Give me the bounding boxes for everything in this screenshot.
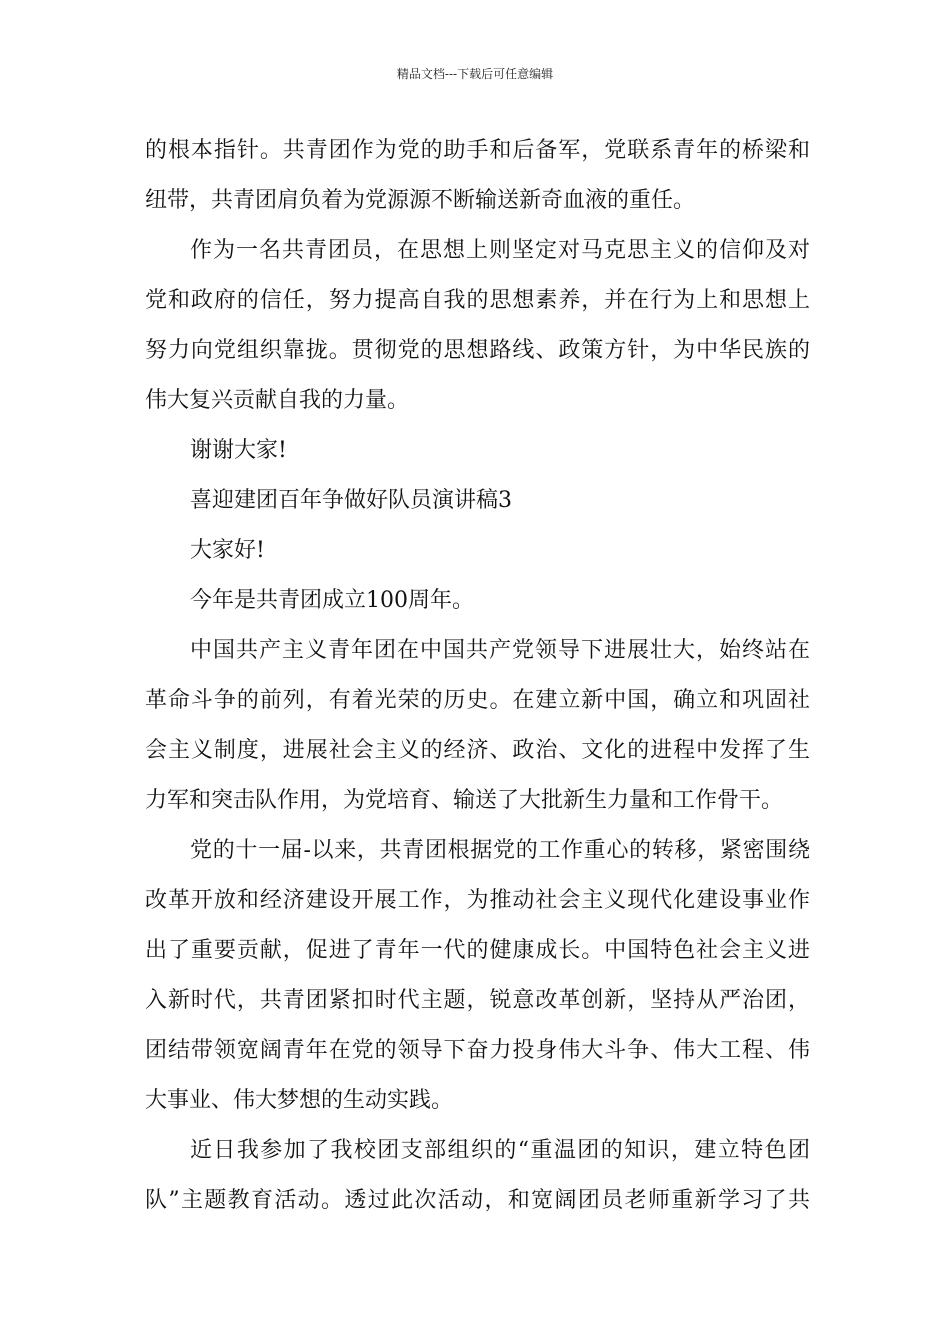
- text-line: 谢谢大家!: [190, 438, 287, 463]
- text-line: 今年是共青团成立100周年。: [190, 588, 474, 613]
- text-line: 纽带，共青团肩负着为党源源不断输送新奇血液的重任。: [145, 188, 696, 213]
- text-line: 队”主题教育活动。透过此次活动，和宽阔团员老师重新学习了共: [145, 1188, 810, 1213]
- section-title: 喜迎建团百年争做好队员演讲稿3: [190, 488, 512, 513]
- text-line: 伟大复兴贡献自我的力量。: [145, 388, 410, 413]
- text-line: 会主义制度，进展社会主义的经济、政治、文化的进程中发挥了生: [145, 738, 810, 763]
- text-line: 近日我参加了我校团支部组织的“重温团的知识，建立特色团: [190, 1138, 810, 1163]
- text-line: 努力向党组织靠拢。贯彻党的思想路线、政策方针，为中华民族的: [145, 338, 810, 363]
- text-line: 入新时代，共青团紧扣时代主题，锐意改革创新，坚持从严治团，: [145, 988, 810, 1013]
- text-line: 团结带领宽阔青年在党的领导下奋力投身伟大斗争、伟大工程、伟: [145, 1038, 810, 1063]
- page-header: 精品文档---下载后可任意编辑: [396, 67, 554, 81]
- text-line: 中国共产主义青年团在中国共产党领导下进展壮大，始终站在: [190, 638, 810, 663]
- text-line: 力军和突击队作用，为党培育、输送了大批新生力量和工作骨干。: [145, 788, 784, 813]
- text-line: 党的十一届-以来，共青团根据党的工作重心的转移，紧密围绕: [190, 838, 810, 863]
- text-line: 改革开放和经济建设开展工作，为推动社会主义现代化建设事业作: [145, 888, 810, 913]
- text-line: 作为一名共青团员，在思想上则坚定对马克思主义的信仰及对: [190, 238, 810, 263]
- text-line: 大家好!: [190, 538, 265, 563]
- text-line: 的根本指针。共青团作为党的助手和后备军，党联系青年的桥梁和: [145, 138, 810, 163]
- text-line: 革命斗争的前列，有着光荣的历史。在建立新中国，确立和巩固社: [145, 688, 810, 713]
- text-line: 党和政府的信任，努力提高自我的思想素养，并在行为上和思想上: [145, 288, 810, 313]
- text-line: 出了重要贡献，促进了青年一代的健康成长。中国特色社会主义进: [145, 938, 810, 963]
- text-line: 大事业、伟大梦想的生动实践。: [145, 1088, 454, 1113]
